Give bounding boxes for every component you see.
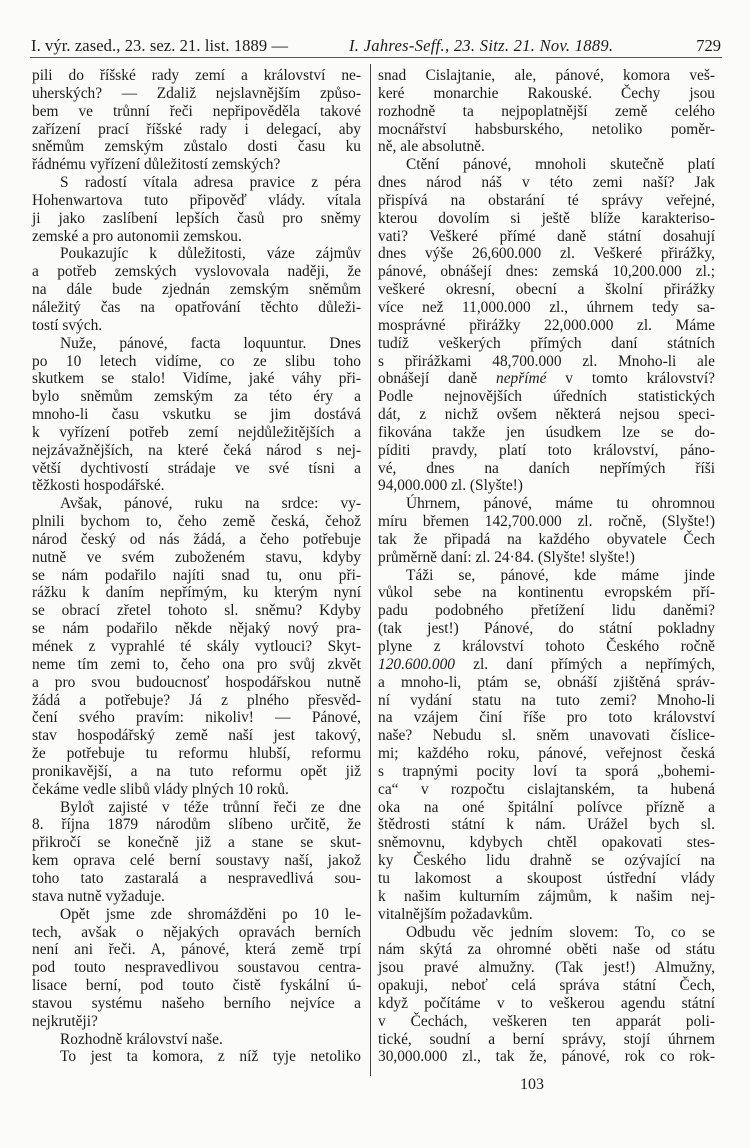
text-line: obnášejí daně nepřímé v tomto království? (378, 370, 715, 388)
paragraph (378, 495, 715, 566)
text-line: nám skýtá za ohromné oběti naše od státu (378, 941, 715, 959)
text-line: když počítáme v to veškerou agendu státní (378, 994, 715, 1012)
text-line: Bylo̊t zajisté v téže trůnní řeči ze dne (60, 798, 361, 816)
text-line: fikována takže jen úsudkem lze se do- (378, 423, 715, 441)
text-line: náležitý čas na opatřování těchto důleži- (32, 298, 361, 316)
column-divider (370, 64, 371, 1076)
text-line: skutkem se stalo! Vidíme, jaké váhy při- (32, 370, 361, 388)
text-line: na vzájem činí říše pro toto království (378, 709, 715, 727)
text-line: mi; každého roku, pánové, veřejnost česká (378, 745, 715, 763)
text-line: neme tím zemi to, čeho ona pro svůj zkvět (32, 655, 361, 673)
text-line: těžkosti hospodářské. (32, 477, 165, 495)
text-line: s trapnými pocity loví ta sporá „bohemi- (378, 762, 715, 780)
text-line: lisace berní, pod touto čistě fyskální ú- (32, 977, 361, 995)
text-line: a mnoho-li, ptám se, obnáší zjištěná správ- (378, 673, 715, 691)
text-line: mosprávné přirážky 22,000.000 zl. Máme (378, 316, 715, 334)
text-line: pánové, obnášejí dnes: zemská 10,200.000 zl.; (378, 263, 715, 281)
header-rule (30, 57, 722, 58)
text-line: keré monarchie Rakouské. Čechy jsou (378, 84, 715, 102)
text-line: na dále bude zjednán zemským sněmům (32, 281, 361, 299)
text-line: větší dychtivostí strádaje ve své tísni a (32, 459, 361, 477)
text-line: vé, dnes na daních nepřímých říši (378, 459, 715, 477)
text-line: 120.600.000 zl. daní přímých a nepřímých, (378, 655, 715, 673)
text-line: plyne z království tohoto Českého ročně (378, 638, 715, 655)
text-line: přispívá na obstarání té správy veřejné, (378, 191, 715, 209)
text-line: 8. října 1879 národům slíbeno určitě, že (32, 816, 361, 834)
text-line: že potřebuje tu reformu hlubší, reformu (32, 745, 361, 763)
text-line: sněmovnu, kdybych chtěl opakovati stes- (378, 834, 715, 852)
header-german: I. Jahres-Seff., 23. Sitz. 21. Nov. 1889. (349, 36, 614, 55)
text-line: mocnářství habsburského, netoliko poměr- (378, 120, 715, 138)
text-line: mének z vyprahlé té skály vytlouci? Skyt- (32, 638, 361, 655)
text-line: pili do říšské rady zemí a království ne- (32, 67, 361, 84)
paragraph (32, 1031, 361, 1049)
text-line: bylo sněmům zemským za této éry a (32, 388, 361, 406)
text-line: k vyřízení potřeb zemí nejdůležitějších a (32, 423, 361, 441)
text-line: tu lakomost a skoupost ústřední vlády (378, 869, 715, 887)
text-line: 30,000.000 zl., tak že, pánové, rok co rok- (378, 1048, 715, 1066)
text-line: píditi pravdy, platí toto království, páno- (378, 441, 715, 459)
text-line: Poukazujíc k důležitosti, váze zájmův (60, 245, 361, 263)
text-line: a pro svou budoucnosť hospodářskou nutně (32, 673, 361, 691)
emphasis: nepřímé (496, 370, 547, 388)
text-line: není ani řeči. A, pánové, která země trpí (32, 941, 361, 959)
text-line: ně, ale absolutně. (378, 138, 485, 156)
text-line: nejkrutěji? (32, 1012, 98, 1030)
text-line: Nuže, pánové, facta loquuntur. Dnes (60, 334, 361, 352)
text-line: jsou pravé almužny. (Tak jest!) Almužny, (378, 959, 715, 977)
text-line: se nám podařilo najíti snad tu, onu při- (32, 566, 361, 584)
signature-number: 103 (520, 1076, 544, 1093)
text-line: Rozhodně království naše. (60, 1030, 223, 1048)
text-line: štědrosti státní k nám. Urážel bych sl. (378, 816, 715, 834)
text-line: naše? Nebudu sl. sněm unavovati číslice- (378, 727, 715, 745)
text-line: bem ve trůnní řeči nepřipověděla takové (32, 102, 361, 120)
text-line: více než 11,000.000 zl., úhrnem tedy sa- (378, 298, 715, 316)
text-line: mnoho-li času vskutku se jim dostává (32, 406, 361, 424)
text-line: tické, soudní a berní správy, stojí úhrnem (378, 1030, 715, 1048)
text-line: se nám podařilo někde nějaký nový pra- (32, 620, 361, 638)
paragraph (32, 174, 361, 245)
text-line: národ český od nás žádá, a čeho potřebuje (32, 530, 361, 548)
text-line: plnili bychom to, čeho země česká, čehož (32, 513, 361, 531)
text-line: Ctění pánové, mnoholi skutečně platí (406, 156, 715, 174)
text-line: tech, avšak o nějakých opravách berních (32, 923, 361, 941)
text-line: nejzávažnějších, na které čeká národ s nej- (32, 441, 361, 459)
page-number: 729 (696, 36, 721, 55)
text-line: ji jako zaslíbení lepších časů pro sněmy (32, 209, 361, 227)
text-line: dát, z nichž ovšem některá nejsou speci- (378, 406, 715, 424)
text-line: Úhrnem, pánové, máme tu ohromnou (406, 495, 715, 513)
text-line: s přirážkami 48,700.000 zl. Mnoho-li ale (378, 352, 715, 370)
text-line: padu podobného přetížení lidu daněmi? (378, 602, 715, 620)
text-line: zemské a pro autonomii zemskou. (32, 227, 242, 245)
text-line: Táži se, pánové, kde máme jinde (406, 566, 715, 584)
text-line: v Čechách, veškeren ten apparát poli- (378, 1012, 715, 1030)
running-header (31, 36, 721, 56)
text-line: Hohenwartova tuto připověď vlády. vítala (32, 191, 361, 209)
text-line: tostí svých. (32, 316, 103, 334)
text-line: rážku k daním nepřímým, ku kterým nyní (32, 584, 361, 602)
text-line: veškeré okresní, obecní a školní přirážky (378, 281, 715, 299)
text-line: stava nutně vyžaduje. (32, 887, 165, 905)
text-line: pod touto nespravedlivou soustavou centra- (32, 959, 361, 977)
text-line: snad Cislajtanie, ale, pánové, komora veš- (378, 67, 715, 84)
text-line: dnes národ náš v této zemi naší? Jak (378, 174, 715, 192)
left-column (32, 67, 361, 1066)
text-line: oka na oné špitální polívce přízně a (378, 798, 715, 816)
paragraph (32, 799, 361, 906)
text-line: opakuji, neboť celá správa státní Čech, (378, 977, 715, 995)
text-line: toho tato zastaralá a nespravedlivá sou- (32, 869, 361, 887)
text-line: rozhodně ta nejpoplatnější země celého (378, 102, 715, 120)
text-line: míru břemen 142,700.000 zl. ročně, (Slyšte!) (378, 513, 715, 531)
text-line: čekáme vedle slibů vlády plných 10 roků. (32, 780, 289, 798)
header-separator: — (271, 36, 289, 55)
text-line: vůkol sebe na kontinentu evropském pří- (378, 584, 715, 602)
paragraph (378, 156, 715, 495)
text-line: (tak jest!) Pánové, do státní pokladny (378, 620, 715, 638)
text-line: nutně ve svém zuboženém stavu, kdyby (32, 548, 361, 566)
text-line: vati? Veškeré přímé daně státní dosahují (378, 227, 715, 245)
paragraph (32, 335, 361, 496)
text-line: průměrně daní: zl. 24·84. (Slyšte! slyšte!) (378, 548, 635, 566)
header-czech (31, 36, 288, 56)
text-line: dnes výše 26,600.000 zl. Veškeré přirážky, (378, 245, 715, 263)
text-line: čení svého pravím: nikoliv! — Pánové, (32, 709, 361, 727)
text-line: k našim kulturním zájmům, k našim nej- (378, 887, 715, 905)
text-line: S radostí vítala adresa pravice z péra (60, 174, 361, 192)
text-line: sněmům zemským zůstalo dosti času ku (32, 138, 361, 156)
emphasis: 120.600.000 (378, 655, 455, 673)
text-line: pronikavější, a na tuto reformu opět již (32, 762, 361, 780)
text-line: stav hospodářský země naší jest takový, (32, 727, 361, 745)
text-line: ní vydání statu na tuto zemi? Mnoho-li (378, 691, 715, 709)
text-line: uherských? — Zdaliž nejslavnějším způso- (32, 84, 361, 102)
text-line: tak že připadá na každého obyvatele Čech (378, 530, 715, 548)
text-line: tudíž veškerých přímých daní státních (378, 334, 715, 352)
paragraph (378, 924, 715, 1067)
paragraph (378, 67, 715, 156)
text-line: Avšak, pánové, ruku na srdce: vy- (60, 495, 361, 513)
text-line: kterou dovolím si ještě blíže karakteriso- (378, 209, 715, 227)
text-line: Odbudu věc jedním slovem: To, co se (406, 923, 715, 941)
header-czech-text: I. výr. zased., 23. sez. 21. list. 1889 (31, 36, 268, 55)
text-line: po 10 letech vidíme, co ze slibu toho (32, 352, 361, 370)
text-line: se obrací zřetel tohoto sl. sněmu? Kdyby (32, 602, 361, 620)
text-line: zařízení prací říšské rady i delegací, aby (32, 120, 361, 138)
paragraph (378, 567, 715, 924)
text-line: žádá a potřebuje? Já z plného přesvěd- (32, 691, 361, 709)
text-line: vitalnějším požadavkům. (378, 905, 533, 923)
text-line: Opět jsme zde shromážděni po 10 le- (60, 905, 361, 923)
text-line: Podle nejnovějších úředních statistických (378, 388, 715, 406)
text-line: přikročí se konečně již a stane se skut- (32, 834, 361, 852)
paragraph (32, 245, 361, 334)
text-line: řádnému vyřízení důležitostí zemských? (32, 156, 281, 174)
paragraph (32, 67, 361, 174)
text-line: kem oprava celé berní soustavy naší, jakož (32, 852, 361, 870)
text-line: stavou systému našeho berního nejvíce a (32, 994, 361, 1012)
text-line: ky Českého lidu drahně se ozývající na (378, 852, 715, 870)
text-line: a potřeb zemských vyslovovala naději, že (32, 263, 361, 281)
text-line: To jest ta komora, z níž tyje netoliko (60, 1048, 361, 1066)
paragraph (32, 906, 361, 1031)
paragraph (32, 1048, 361, 1066)
right-column (378, 67, 715, 1066)
text-line: 94,000.000 zl. (Slyšte!) (378, 477, 523, 495)
text-line: ca“ v rozpočtu cislajtanském, ta hubená (378, 780, 715, 798)
paragraph (32, 495, 361, 798)
